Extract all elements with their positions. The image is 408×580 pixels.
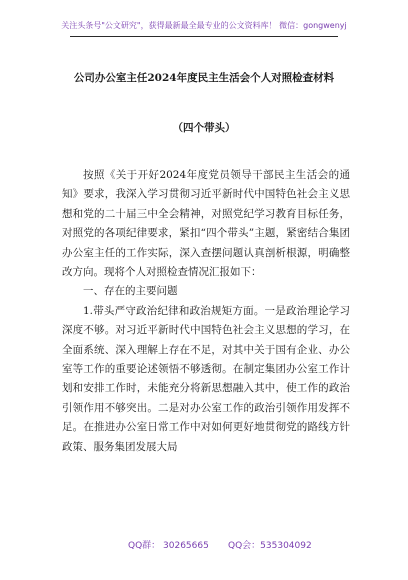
document-subtitle: （四个带头）	[172, 122, 236, 134]
header-divider	[70, 36, 338, 37]
section-heading: 一、存在的主要问题	[83, 285, 178, 298]
footer-qq-group: QQ群： 30265665	[128, 541, 209, 551]
header-banner: 关注头条号"公文研究"，获得最新最全最专业的公文资料库！ 微信：gongwenyj	[61, 21, 347, 30]
document-body	[62, 166, 350, 457]
body-paragraph: 1.带头严守政治纪律和政治规矩方面。一是政治理论学习深度不够。对习近平新时代中国特色社会主义思想的学习，在全面系统、深入理解上存在不足，对其中关于国有企业、办公室等工作的重要论述领悟不够透彻。在制定集团办公室工作计划和安排工作时，未能充分将新思想融入其中，使工作的政治引领作用不够突出。二是对办公室工作的政治引领作用发挥不足。在推进办公室日常工作中对如何更好地贯彻党的路线方针政策、服务集团发展大局	[62, 304, 350, 453]
intro-paragraph: 按照《关于开好2024年度党员领导干部民主生活会的通知》要求，我深入学习贯彻习近平新时代中国特色社会主义思想和党的二十届三中全会精神，对照党纪学习教育目标任务，对照党的各项纪律要求，紧扣“四个带头”主题，紧密结合集团办公室主任的工作实际，深入查摆问题认真剖析根源，明确整改方向。现将个人对照检查情况汇报如下：	[62, 169, 350, 279]
footer-qq-contact: QQ会：535304092	[228, 541, 312, 551]
document-title: 公司办公室主任2024年度民主生活会个人对照检查材料	[73, 72, 335, 84]
